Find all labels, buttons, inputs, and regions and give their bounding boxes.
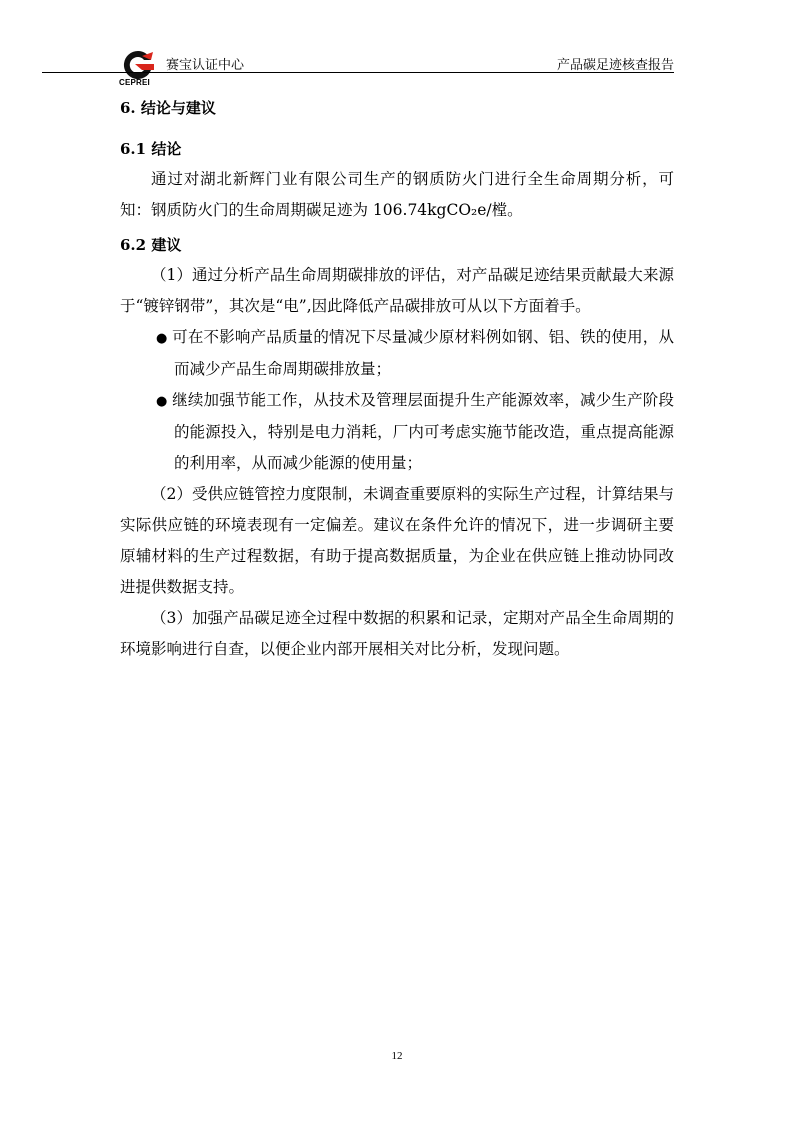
- bullet-dot-icon: ●: [156, 331, 168, 346]
- bullet-item: [120, 385, 674, 479]
- ceprei-logo: [118, 48, 158, 88]
- conclusion-heading: 6.1 结论: [120, 140, 182, 158]
- suggestion-heading: 6.2 建议: [120, 236, 182, 254]
- logo-text: CEPREI: [119, 78, 150, 87]
- logo-mark-icon: [118, 48, 158, 82]
- header-divider: [42, 72, 674, 73]
- organization-name: 赛宝认证中心: [166, 57, 245, 72]
- suggestion-item-1: （1）通过分析产品生命周期碳排放的评估，对产品碳足迹结果贡献最大来源于“镀锌钢带”，其次是“电”,因此降低产品碳排放可从以下方面着手。: [120, 266, 674, 315]
- suggestion-item-3: （3）加强产品碳足迹全过程中数据的积累和记录，定期对产品全生命周期的环境影响进行自查，以便企业内部开展相关对比分析，发现问题。: [120, 609, 674, 658]
- document-body: [120, 96, 674, 665]
- conclusion-paragraph: 通过对湖北新辉门业有限公司生产的钢质防火门进行全生命周期分析，可知：钢质防火门的生命周期碳足迹为 106.74kgCO₂e/樘。: [120, 170, 674, 219]
- report-title: 产品碳足迹核查报告: [556, 57, 674, 72]
- bullet-item: [120, 322, 674, 385]
- bullet-text: 继续加强节能工作，从技术及管理层面提升生产能源效率，减少生产阶段的能源投入，特别是电力消耗，厂内可考虑实施节能改造，重点提高能源的利用率，从而减少能源的使用量；: [172, 391, 674, 472]
- bullet-dot-icon: ●: [156, 394, 168, 409]
- page-number: 12: [391, 1050, 403, 1062]
- section-title: 6. 结论与建议: [120, 99, 216, 117]
- suggestion-item-2: （2）受供应链管控力度限制，未调查重要原料的实际生产过程，计算结果与实际供应链的环境表现有一定偏差。建议在条件允许的情况下，进一步调研主要原辅材料的生产过程数据，有助于提高数据质量，为企业在供应链上推动协同改进提供数据支持。: [120, 485, 674, 596]
- bullet-text: 可在不影响产品质量的情况下尽量减少原材料例如钢、铝、铁的使用，从而减少产品生命周期碳排放量；: [172, 328, 674, 378]
